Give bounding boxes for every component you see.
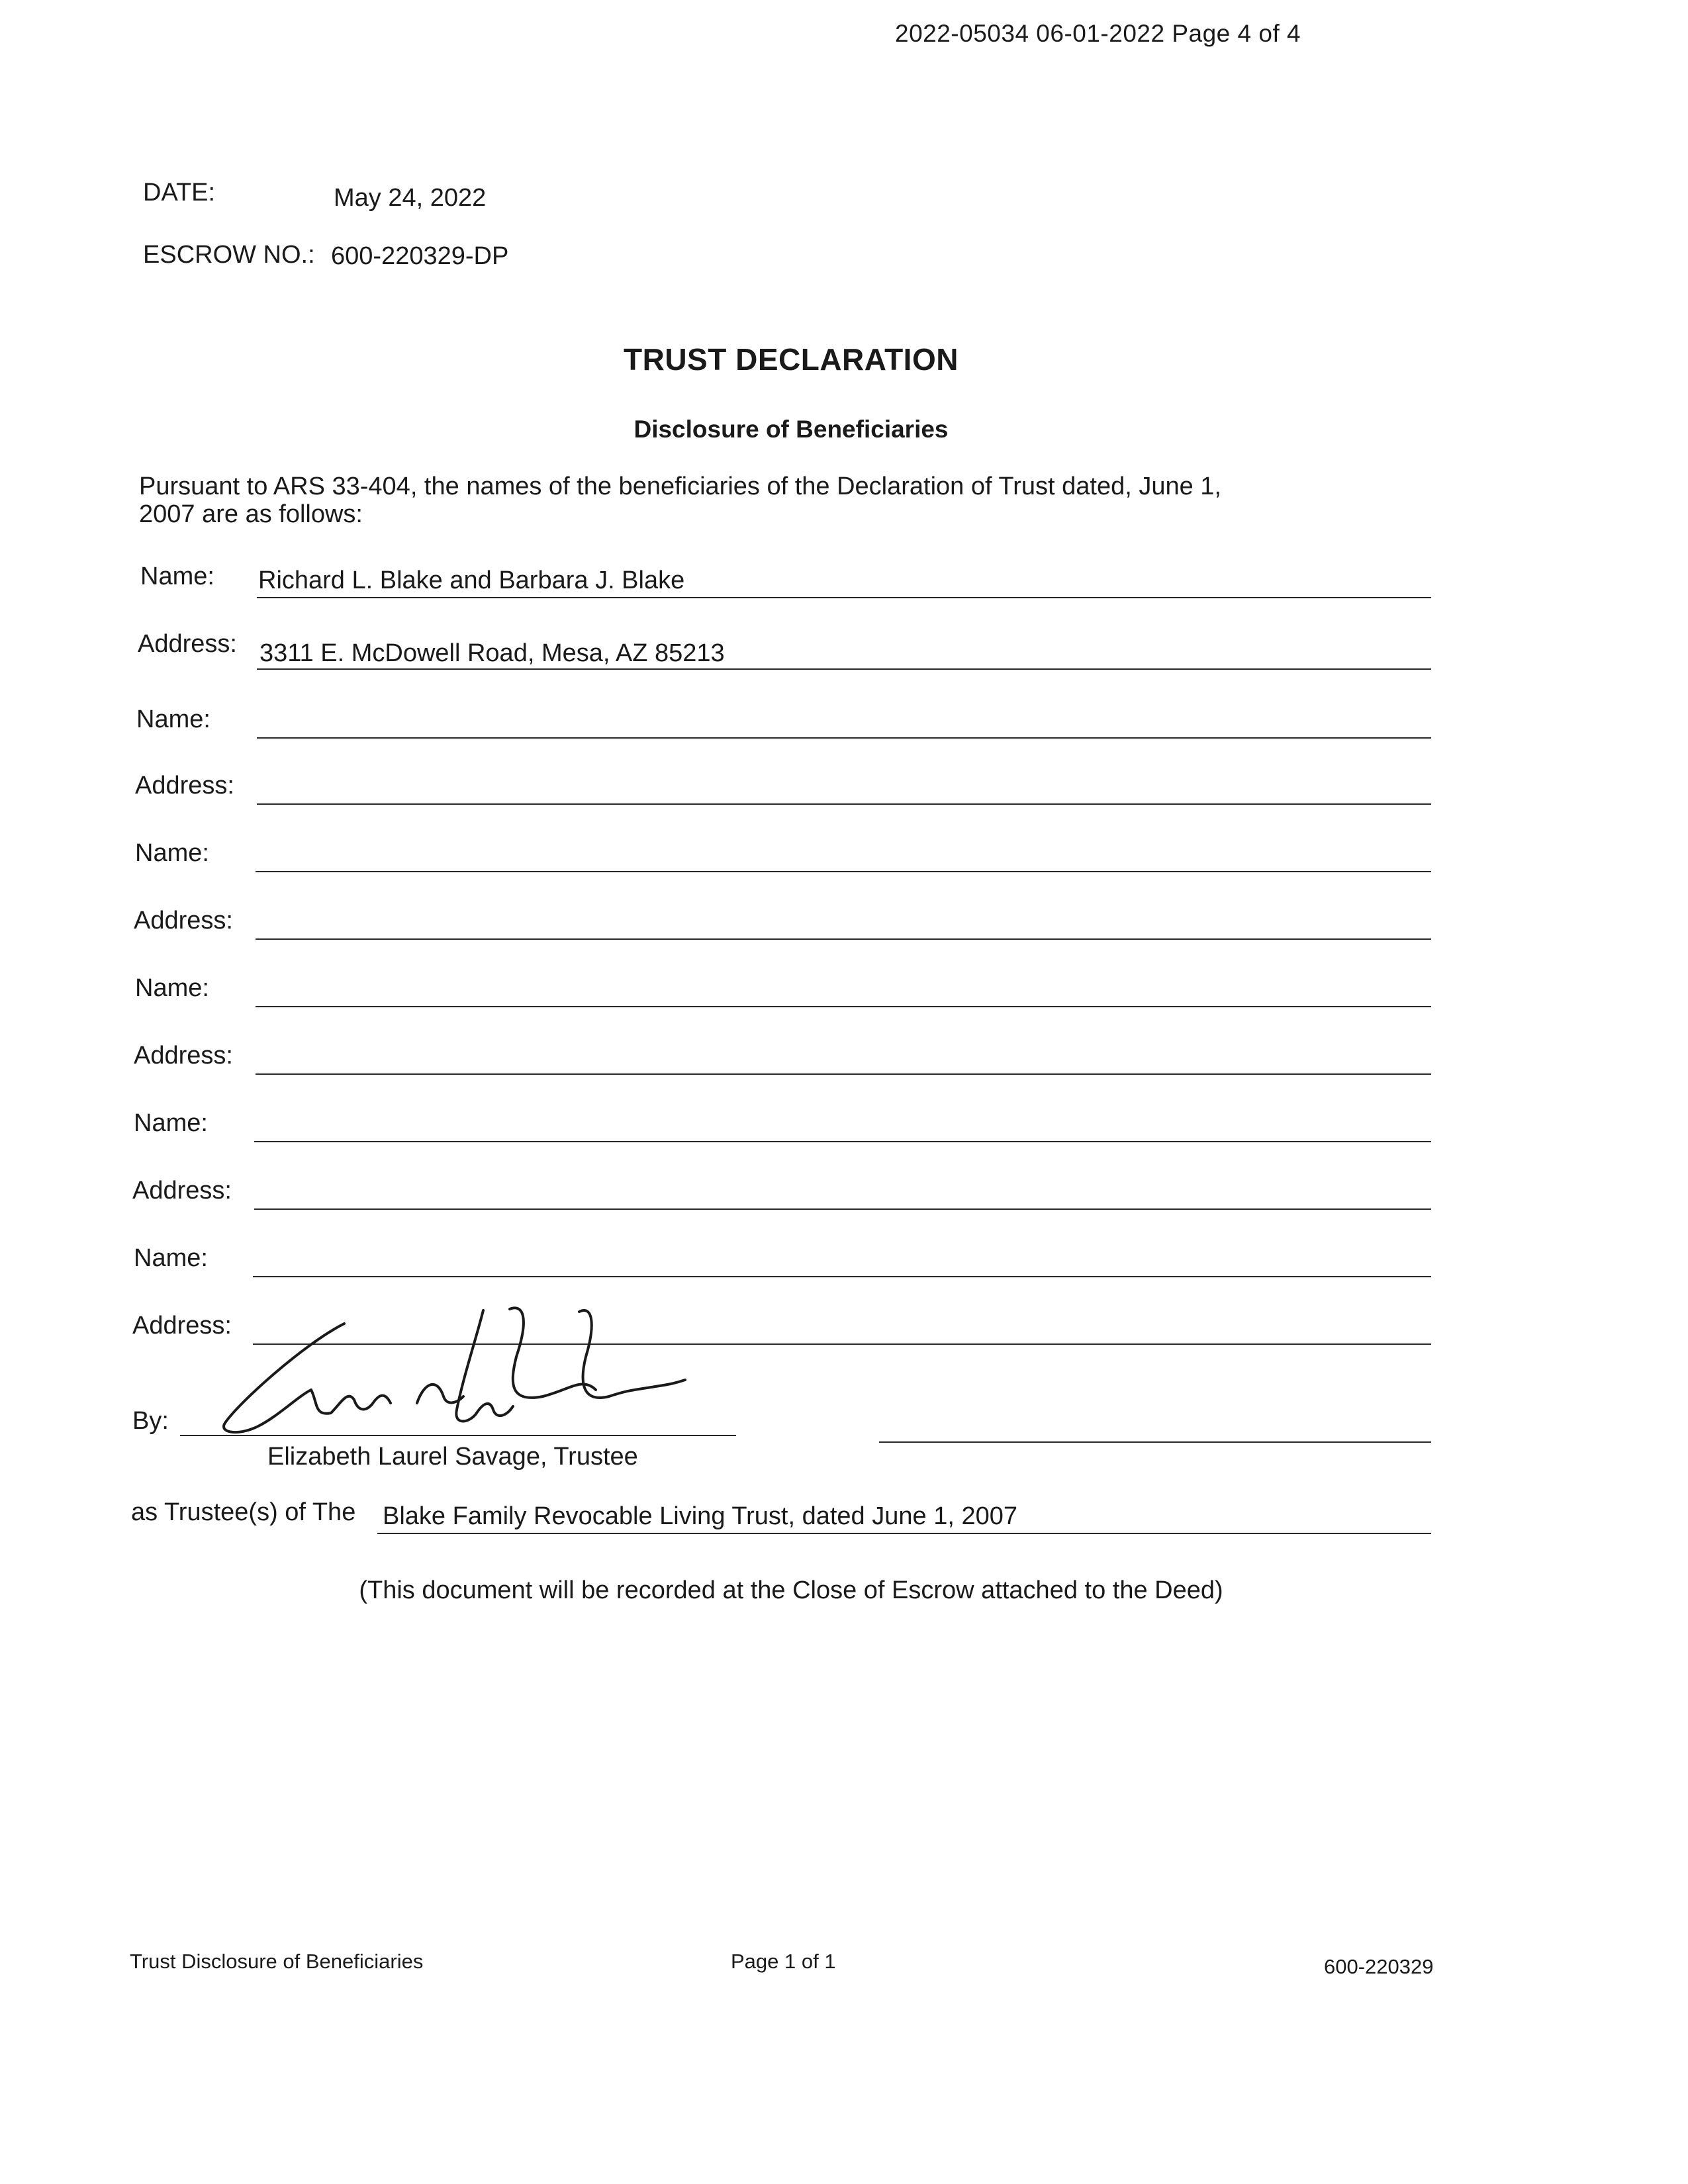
document-subtitle: Disclosure of Beneficiaries bbox=[633, 416, 949, 443]
address-label: Address: bbox=[132, 1312, 232, 1340]
beneficiary-name[interactable]: Richard L. Blake and Barbara J. Blake bbox=[258, 567, 685, 594]
address-label: Address: bbox=[138, 630, 237, 658]
trust-label: as Trustee(s) of The bbox=[131, 1498, 356, 1526]
secondary-signature-line bbox=[879, 1441, 1431, 1443]
name-label: Name: bbox=[136, 705, 211, 733]
footer-doc-title: Trust Disclosure of Beneficiaries bbox=[130, 1950, 424, 1973]
address-label: Address: bbox=[132, 1177, 232, 1205]
name-label: Name: bbox=[135, 839, 209, 867]
date-label: DATE: bbox=[143, 179, 216, 206]
escrow-value: 600-220329-DP bbox=[331, 242, 509, 270]
name-line bbox=[256, 1006, 1431, 1007]
name-label: Name: bbox=[134, 1109, 208, 1137]
name-line bbox=[257, 597, 1431, 598]
name-line bbox=[257, 737, 1431, 739]
footer-escrow-ref: 600-220329 bbox=[1324, 1955, 1434, 1978]
name-line bbox=[253, 1276, 1431, 1277]
intro-paragraph: Pursuant to ARS 33-404, the names of the beneficiaries of the Declaration of Trust dated, June 1, 2007 are as follows: bbox=[139, 473, 1221, 528]
recording-note: (This document will be recorded at the Close of Escrow attached to the Deed) bbox=[359, 1576, 1223, 1604]
name-label: Name: bbox=[140, 563, 214, 590]
name-label: Name: bbox=[135, 974, 209, 1002]
document-title: TRUST DECLARATION bbox=[624, 342, 959, 377]
address-line bbox=[256, 938, 1431, 940]
address-label: Address: bbox=[135, 772, 234, 799]
by-label: By: bbox=[132, 1407, 169, 1435]
beneficiary-address[interactable]: 3311 E. McDowell Road, Mesa, AZ 85213 bbox=[259, 639, 725, 667]
name-line bbox=[254, 1141, 1431, 1142]
address-line bbox=[257, 668, 1431, 670]
escrow-label: ESCROW NO.: bbox=[143, 241, 315, 269]
name-label: Name: bbox=[134, 1244, 208, 1272]
trust-name[interactable]: Blake Family Revocable Living Trust, dated June 1, 2007 bbox=[383, 1502, 1017, 1530]
address-line bbox=[254, 1208, 1431, 1210]
date-value: May 24, 2022 bbox=[334, 184, 487, 212]
address-line bbox=[257, 803, 1431, 805]
name-line bbox=[256, 871, 1431, 872]
recording-stamp: 2022-05034 06-01-2022 Page 4 of 4 bbox=[895, 20, 1301, 47]
address-label: Address: bbox=[134, 907, 233, 934]
signer-name: Elizabeth Laurel Savage, Trustee bbox=[267, 1443, 638, 1471]
trust-line bbox=[377, 1533, 1431, 1534]
address-line bbox=[256, 1073, 1431, 1075]
address-label: Address: bbox=[134, 1042, 233, 1069]
footer-page-number: Page 1 of 1 bbox=[731, 1950, 836, 1973]
handwritten-signature bbox=[199, 1297, 702, 1449]
